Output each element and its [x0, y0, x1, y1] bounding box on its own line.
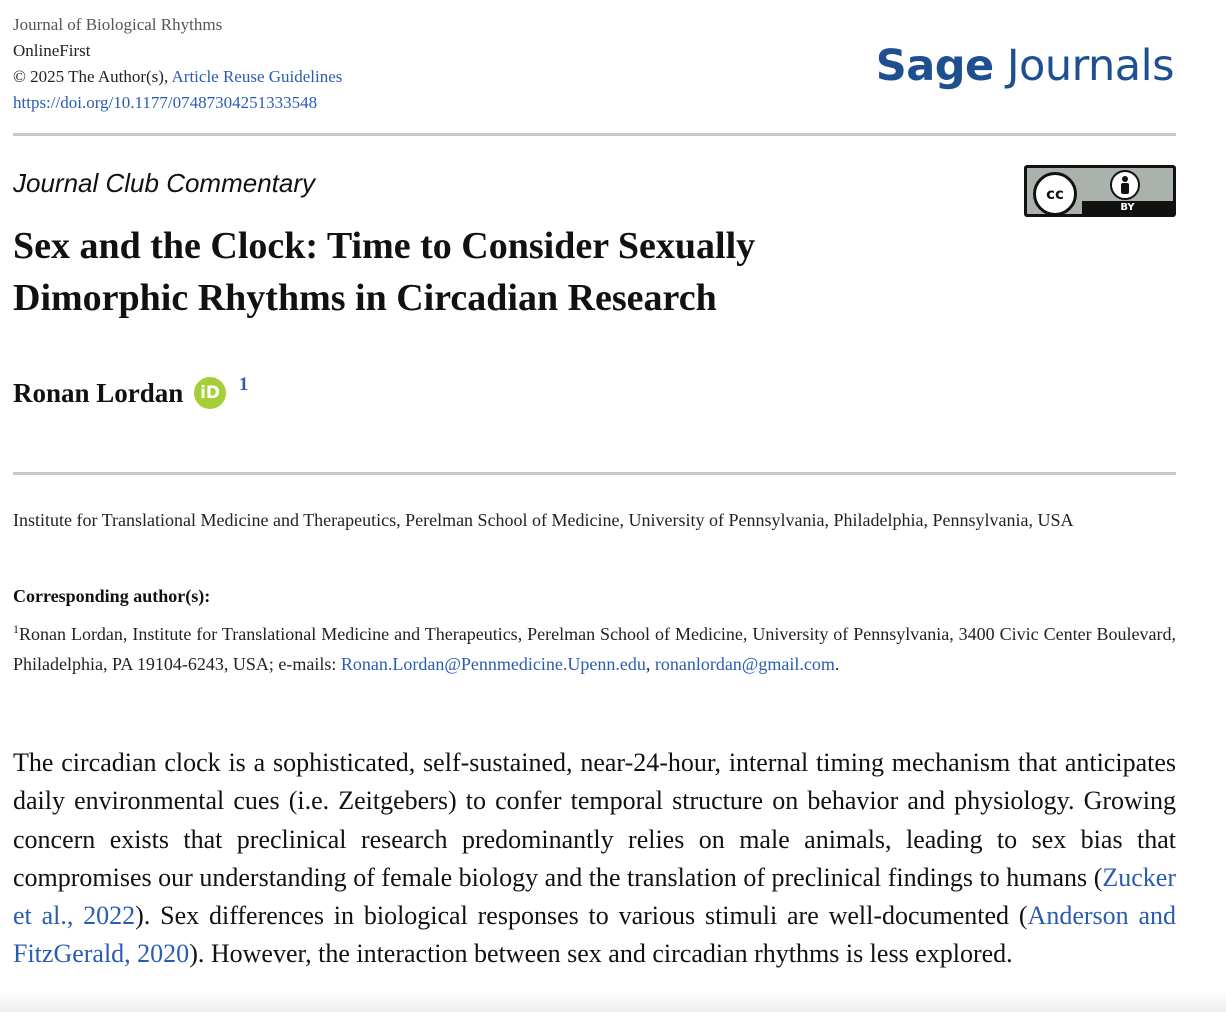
body-paragraph — [13, 744, 1176, 974]
person-head-shape — [1122, 176, 1128, 182]
article-title: Sex and the Clock: Time to Consider Sexually Dimorphic Rhythms in Circadian Research — [13, 225, 756, 319]
creative-commons-icon: cc — [1033, 172, 1077, 216]
attribution-person-icon — [1110, 170, 1140, 200]
by-label: BY — [1082, 201, 1173, 214]
logo-sage-text: Sage — [875, 41, 994, 91]
article-reuse-guidelines-link[interactable]: Article Reuse Guidelines — [171, 67, 343, 86]
email-link-gmail[interactable]: ronanlordan@gmail.com — [654, 654, 835, 674]
body-text-part-1: The circadian clock is a sophisticated, self-sustained, near-24-hour, internal timing mechanism that anticipates daily environmental cues (i.e. Zeitgebers) to confer temporal structure on behavior and physiology. Growing concern exists that preclinical research predominantly relies on male animals, leading to sex bias that compromises our understanding of female biology and the translation of preclinical findings to humans ( — [13, 748, 1176, 892]
affiliation: Institute for Translational Medicine and Therapeutics, Perelman School of Medicine, University of Pennsylvania, Philadelphia, Pennsylvania, USA — [13, 510, 1074, 530]
corresponding-author-label: Corresponding author(s): — [13, 586, 211, 606]
doi-link[interactable]: https://doi.org/10.1177/07487304251333548 — [13, 93, 318, 112]
author-divider — [13, 472, 1176, 475]
author-name: Ronan Lordan — [13, 378, 184, 408]
citation-anderson-fitzgerald-2020[interactable]: Anderson and FitzGerald, 2020 — [13, 901, 1176, 969]
email-separator: , — [645, 654, 655, 674]
journal-name: Journal of Biological Rhythms — [13, 15, 223, 34]
author-affiliation-marker[interactable]: 1 — [238, 374, 249, 395]
logo-journals-text: Journals — [1006, 41, 1174, 91]
article-type: Journal Club Commentary — [13, 168, 316, 198]
corresponding-author-details — [13, 614, 1176, 679]
orcid-icon[interactable]: iD — [194, 377, 226, 409]
bottom-fade — [0, 990, 1226, 1012]
publication-status: OnlineFirst — [13, 41, 91, 60]
corresponding-end: . — [834, 654, 840, 674]
sage-journals-logo — [876, 40, 1174, 92]
person-body-shape — [1121, 183, 1129, 194]
body-text-part-3: ). However, the interaction between sex and circadian rhythms is less explored. — [189, 939, 1013, 969]
author-line — [13, 374, 249, 412]
citation-zucker-2022[interactable]: Zucker et al., 2022 — [13, 862, 1176, 931]
body-text-part-2: ). Sex differences in biological responses to various stimuli are well-documented ( — [135, 901, 1028, 931]
header-metadata — [13, 12, 342, 116]
copyright-text: © 2025 The Author(s), — [13, 67, 172, 86]
cc-by-license-badge[interactable] — [1024, 165, 1176, 217]
corresponding-marker: 1 — [13, 622, 19, 636]
email-link-penn[interactable]: Ronan.Lordan@Pennmedicine.Upenn.edu — [340, 654, 646, 674]
header-divider — [13, 133, 1176, 136]
corresponding-address: Ronan Lordan, Institute for Translational Medicine and Therapeutics, Perelman School of Medicine, University of Pennsylvania, 3400 Civic Center Boulevard, Philadelphia, PA 19104-6243, USA; e-mails: — [13, 624, 1176, 674]
license-badge-background — [1027, 168, 1173, 214]
copyright-line — [13, 64, 342, 90]
